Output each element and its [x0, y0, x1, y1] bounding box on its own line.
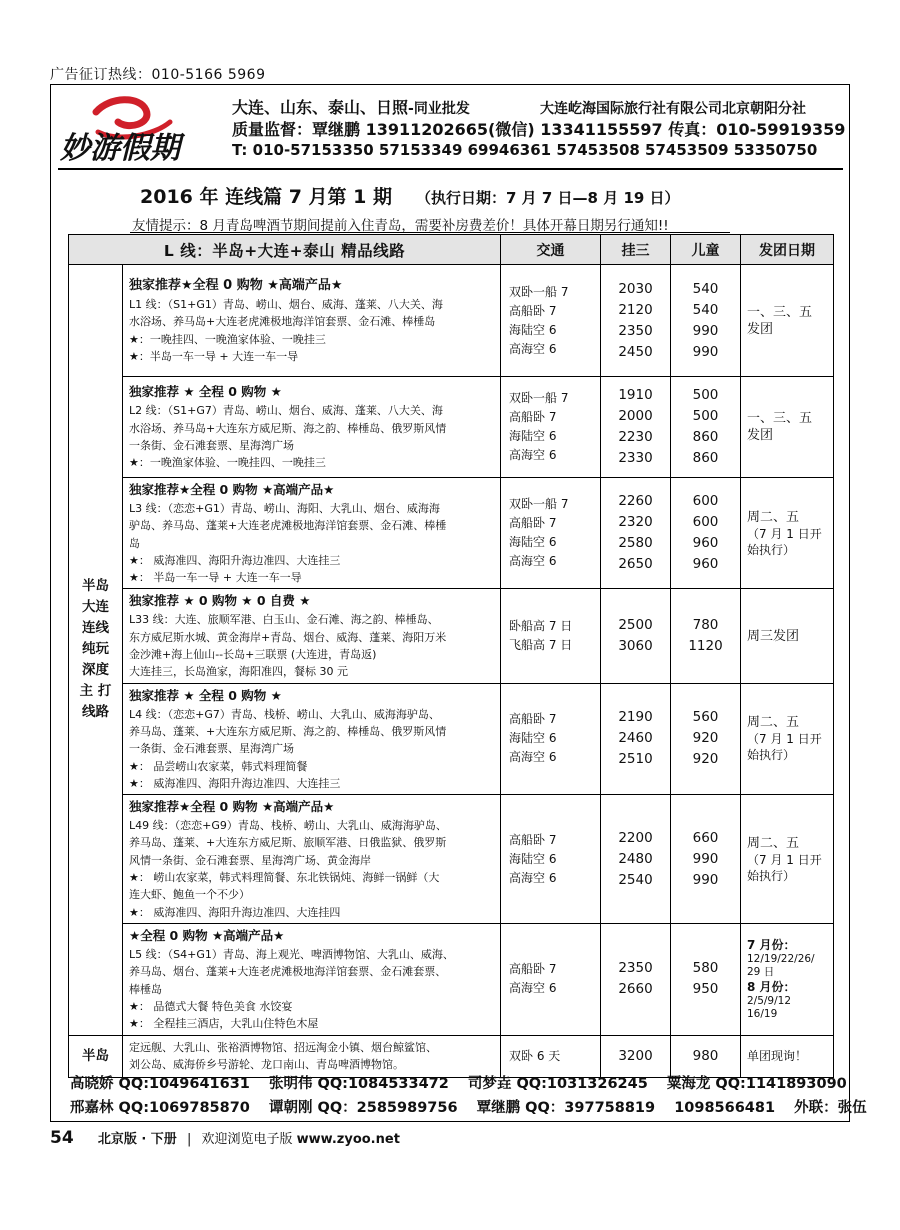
contact-item: 高晓娇 QQ:1049641631	[70, 1076, 250, 1092]
child-price-cell: 980	[671, 1035, 741, 1077]
brand-line-1	[232, 95, 470, 118]
departure-cell: 周三发团	[741, 589, 834, 683]
contacts-line-2	[70, 1096, 881, 1117]
child-price-cell: 780 1120	[671, 589, 741, 683]
friendly-tip: 友情提示：8 月青岛啤酒节期间提前入住青岛，需要补房费差价！具体开幕日期另行通知!!	[132, 218, 669, 234]
price-cell: 2260 2320 2580 2650	[601, 478, 671, 589]
departure-cell: 周二、五 （7 月 1 日开 始执行）	[741, 478, 834, 589]
child-price-cell: 560 920 920	[671, 683, 741, 794]
group-label-main: 半岛 大连 连线 纯玩 深度 主 打 线路	[69, 265, 123, 1036]
departure-cell: 单团现询！	[741, 1035, 834, 1077]
child-price-cell: 500 500 860 860	[671, 377, 741, 478]
page-number: 54	[50, 1128, 74, 1148]
route-description: 独家推荐★全程 0 购物 ★高端产品★ L49 线：（恋恋+G9）青岛、栈桥、崂山、大乳山、威海海驴岛、 养马岛、蓬莱、+大连东方威尼斯、旅顺军港、日俄监狱、俄罗斯 风情一条街、金石滩套票、星海湾广场、黄金海岸 ★： 崂山农家菜，韩式料理简餐、东北铁锅炖、海鲜一锅鲜（大 连大虾、鲍鱼一个不少） ★： 威海准四、海阳升海边准四、大连挂四	[123, 795, 501, 924]
edition-label: 北京版 · 下册	[97, 1132, 177, 1147]
child-price-cell: 660 990 990	[671, 795, 741, 924]
footer-separator: |	[186, 1132, 192, 1147]
route-description: 独家推荐 ★ 全程 0 购物 ★ L2 线：（S1+G7）青岛、崂山、烟台、威海、蓬莱、八大关、海 水浴场、养马岛+大连东方威尼斯、海之韵、棒棰岛、俄罗斯风情 一条街、金石滩套票、星海湾广场 ★：一晚渔家体验、一晚挂四、一晚挂三	[123, 377, 501, 478]
group-label-last: 半岛	[69, 1035, 123, 1077]
transport-cell: 高船卧 7 高海空 6	[501, 923, 601, 1035]
ad-hotline: 广告征订热线：010-5166 5969	[50, 67, 266, 83]
route-description: 独家推荐 ★ 0 购物 ★ 0 自费 ★ L33 线：大连、旅顺军港、白玉山、金石滩、海之韵、棒棰岛、 东方威尼斯水城、黄金海岸+青岛、烟台、威海、蓬莱、海阳万米 金沙滩+海上仙山--长岛+三联票 (大连进，青岛返) 大连挂三，长岛渔家，海阳准四，餐标 30 元	[123, 589, 501, 683]
brand-company: 大连屹海国际旅行社有限公司北京朝阳分社	[540, 101, 806, 117]
tip-underline	[130, 232, 730, 233]
route-description: 独家推荐 ★ 全程 0 购物 ★ L4 线：（恋恋+G7）青岛、栈桥、崂山、大乳山、威海海驴岛、 养马岛、蓬莱、+大连东方威尼斯、海之韵、棒棰岛、俄罗斯风情 一条街、金石滩套票、星海湾广场 ★： 品尝崂山农家菜，韩式料理简餐 ★： 威海准四、海阳升海边准四、大连挂三	[123, 683, 501, 794]
table-row	[69, 683, 834, 794]
route-head: 独家推荐 ★ 全程 0 购物 ★	[129, 384, 282, 400]
route-head: 独家推荐 ★ 0 购物 ★ 0 自费 ★	[129, 593, 311, 609]
transport-cell: 高船卧 7 海陆空 6 高海空 6	[501, 795, 601, 924]
route-description: 定远舰、大乳山、张裕酒博物馆、招远淘金小镇、烟台鲸鲨馆、 刘公岛、威海侨乡号游轮、龙口南山、青岛啤酒博物馆。	[123, 1035, 501, 1077]
title-exec-dates: （执行日期：7 月 7 日—8 月 19 日）	[416, 189, 680, 207]
route-description: 独家推荐★全程 0 购物 ★高端产品★ L1 线：（S1+G1）青岛、崂山、烟台、威海、蓬莱、八大关、海 水浴场、养马岛+大连老虎滩极地海洋馆套票、金石滩、棒棰岛 ★：一晚挂四、一晚渔家体验、一晚挂三 ★：半岛一车一导 + 大连一车一导	[123, 265, 501, 377]
transport-cell: 双卧一船 7 高船卧 7 海陆空 6 高海空 6	[501, 377, 601, 478]
departure-cell: 7 月份： 12/19/22/26/ 29 日 8 月份： 2/5/9/12 16/19	[741, 923, 834, 1035]
price-cell: 2190 2460 2510	[601, 683, 671, 794]
departure-cell: 一、三、五 发团	[741, 377, 834, 478]
header-child: 儿童	[671, 235, 741, 265]
route-head: 独家推荐 ★ 全程 0 购物 ★	[129, 687, 282, 703]
website-link[interactable]: www.zyoo.net	[296, 1132, 400, 1147]
table-header-row	[69, 235, 834, 265]
contact-item: 粟海龙 QQ:1141893090	[666, 1076, 847, 1092]
route-table	[68, 234, 834, 1078]
contacts-line-1	[70, 1072, 861, 1093]
contact-item: 外联：张伍	[794, 1100, 867, 1116]
page-footer	[50, 1128, 400, 1148]
route-description: ★全程 0 购物 ★高端产品★ L5 线：（S4+G1）青岛、海上观光、啤酒博物馆、大乳山、威海、 养马岛、烟台、蓬莱+大连老虎滩极地海洋馆套票、金石滩套票、 棒棰岛 ★： 品德式大餐 特色美食 水饺宴 ★： 全程挂三酒店，大乳山住特色木屋	[123, 923, 501, 1035]
departure-cell: 一、三、五 发团	[741, 265, 834, 377]
transport-cell: 双卧一船 7 高船卧 7 海陆空 6 高海空 6	[501, 478, 601, 589]
contact-item: 1098566481	[674, 1100, 776, 1116]
footer-invite: 欢迎浏览电子版	[201, 1132, 293, 1147]
brand-supervision: 质量监督：覃继鹏 13911202665(微信) 13341155597 传真：010-59919359	[232, 120, 846, 139]
brand-wholesale: -同业批发	[408, 101, 470, 117]
contact-item: 张明伟 QQ:1084533472	[268, 1076, 449, 1092]
price-cell: 1910 2000 2230 2330	[601, 377, 671, 478]
brand-logo	[58, 92, 228, 164]
brand-regions: 大连、山东、泰山、日照	[232, 98, 409, 117]
transport-cell: 双卧一船 7 高船卧 7 海陆空 6 高海空 6	[501, 265, 601, 377]
route-description: 独家推荐★全程 0 购物 ★高端产品★ L3 线：（恋恋+G1）青岛、崂山、海阳、大乳山、烟台、威海海 驴岛、养马岛、蓬莱+大连老虎滩极地海洋馆套票、金石滩、棒棰 岛 ★： 威海准四、海阳升海边准四、大连挂三 ★： 半岛一车一导 + 大连一车一导	[123, 478, 501, 589]
table-row	[69, 478, 834, 589]
table-row	[69, 377, 834, 478]
header-line-title: L 线：半岛+大连+泰山 精品线路	[69, 235, 501, 265]
transport-cell: 高船卧 7 海陆空 6 高海空 6	[501, 683, 601, 794]
brand-phones: T: 010-57153350 57153349 69946361 57453508 57453509 53350750	[232, 141, 818, 159]
logo-swirl-icon	[58, 92, 228, 164]
table-row	[69, 923, 834, 1035]
departure-cell: 周二、五 （7 月 1 日开 始执行）	[741, 795, 834, 924]
child-price-cell: 600 600 960 960	[671, 478, 741, 589]
header-divider	[58, 168, 843, 170]
child-price-cell: 580 950	[671, 923, 741, 1035]
transport-cell: 双卧 6 天	[501, 1035, 601, 1077]
contact-item: 邢嘉林 QQ:1069785870	[70, 1100, 250, 1116]
price-cell: 2350 2660	[601, 923, 671, 1035]
header-price: 挂三	[601, 235, 671, 265]
price-cell: 2500 3060	[601, 589, 671, 683]
route-head: 独家推荐★全程 0 购物 ★高端产品★	[129, 799, 335, 815]
route-head: 独家推荐★全程 0 购物 ★高端产品★	[129, 482, 335, 497]
header-transport: 交通	[501, 235, 601, 265]
title-main: 2016 年 连线篇 7 月第 1 期	[140, 186, 393, 208]
contact-item: 覃继鹏 QQ：397758819	[476, 1100, 656, 1116]
departure-cell: 周二、五 （7 月 1 日开 始执行）	[741, 683, 834, 794]
contact-item: 司梦垚 QQ:1031326245	[467, 1076, 648, 1092]
route-head: ★全程 0 购物 ★高端产品★	[129, 928, 285, 944]
header-departure: 发团日期	[741, 235, 834, 265]
child-price-cell: 540 540 990 990	[671, 265, 741, 377]
contact-item: 谭朝刚 QQ：2585989756	[268, 1100, 458, 1116]
route-head: 独家推荐★全程 0 购物 ★高端产品★	[129, 277, 343, 293]
table-row	[69, 589, 834, 683]
logo-text: 妙游假期	[60, 131, 180, 164]
price-cell: 3200	[601, 1035, 671, 1077]
transport-cell: 卧船高 7 日 飞船高 7 日	[501, 589, 601, 683]
table-row	[69, 265, 834, 377]
price-cell: 2200 2480 2540	[601, 795, 671, 924]
price-cell: 2030 2120 2350 2450	[601, 265, 671, 377]
page-title	[140, 182, 680, 209]
table-row	[69, 795, 834, 924]
